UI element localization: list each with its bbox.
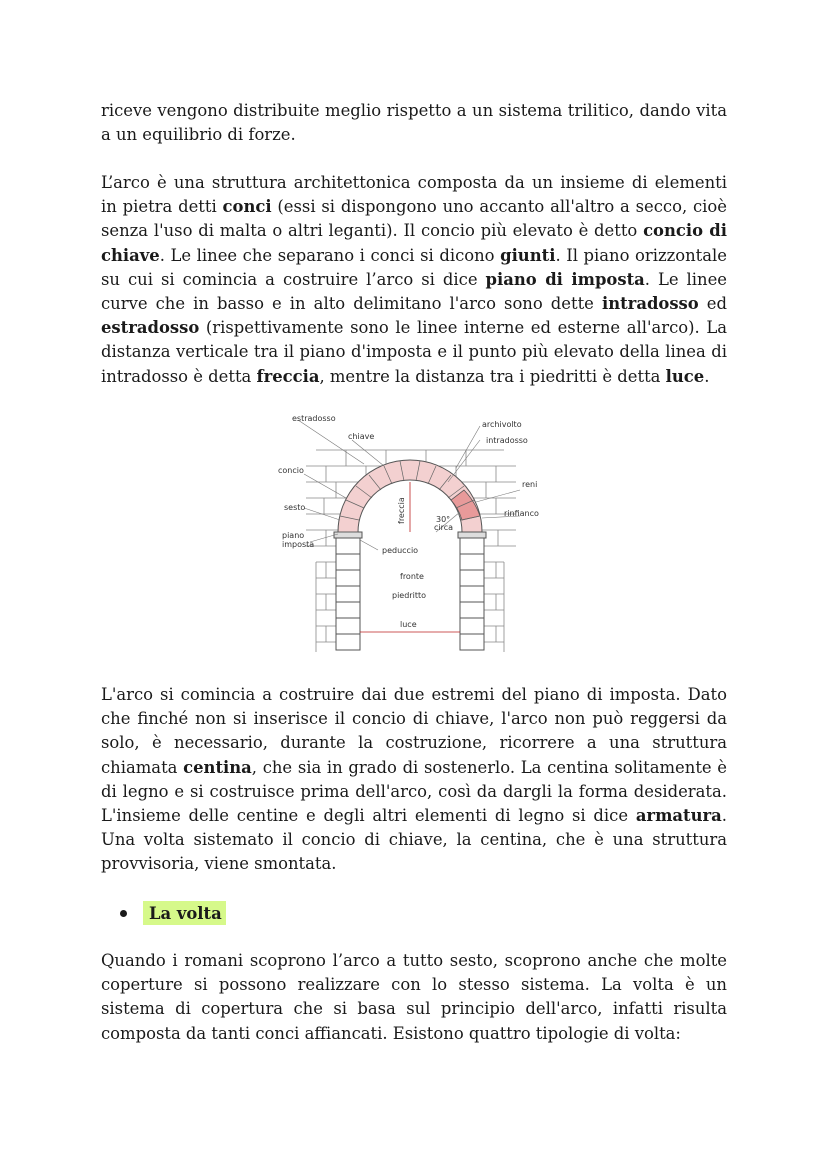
label-concio: concio	[278, 466, 304, 475]
bold-term: conci	[222, 197, 272, 217]
label-reni: reni	[522, 480, 538, 489]
label-freccia: freccia	[397, 497, 406, 524]
paragraph-1: riceve vengono distribuite meglio rispetto a un sistema trilitico, dando vita a un equilibrio di forze.	[101, 101, 727, 145]
bold-term: luce	[665, 366, 705, 386]
label-sesto: sesto	[284, 503, 306, 512]
paragraph-volta: Quando i romani scoprono l’arco a tutto sesto, scoprono anche che molte coperture si possono realizzare con lo stesso sistema. La volta è un sistema di copertura che si basa sul principio dell'arco, infatti risulta composta da tanti conci affiancati. Esistono quattro tipologie di volta:	[101, 951, 727, 1043]
bold-term: estradosso	[101, 318, 200, 338]
label-angle: 30°	[436, 515, 451, 524]
label-archivolto: archivolto	[482, 420, 522, 429]
paragraph-arco-definition: L’arco è una struttura architettonica composta da un insieme di elementi in pietra detti conci (essi si dispongono uno accanto all'altro a secco, cioè senza l'uso di malta o altri leganti). Il concio più elevato è detto concio di chiave. Le linee che separano i conci si dicono giunti. Il piano orizzontale su cui si comincia a costruire l’arco si dice piano di imposta. Le linee curve che in basso e in alto delimitano l'arco sono dette intradosso ed estradosso (rispettivamente sono le linee interne ed esterne all'arco). La distanza verticale tra il piano d'imposta e il punto più elevato della linea di intradosso è detta freccia, mentre la distanza tra i piedritti è detta luce.	[101, 173, 728, 386]
bold-term: piano di imposta	[485, 269, 645, 289]
label-luce: luce	[400, 620, 417, 629]
label-piano: piano	[282, 531, 305, 540]
bullet-icon	[120, 910, 127, 917]
label-piedritto: piedritto	[392, 591, 426, 600]
label-rinfianco: rinfianco	[504, 509, 539, 518]
bold-term: intradosso	[601, 294, 699, 314]
bold-term: giunti	[500, 245, 556, 265]
heading-text: La volta	[143, 901, 226, 925]
bold-term: armatura	[635, 806, 722, 826]
label-chiave: chiave	[348, 432, 375, 441]
label-intradosso: intradosso	[486, 436, 528, 445]
bold-term: centina	[183, 757, 252, 777]
measure-lines	[360, 482, 460, 632]
arch-diagram	[276, 412, 544, 658]
label-fronte: fronte	[400, 572, 424, 581]
label-estradosso: estradosso	[292, 414, 336, 423]
label-circa: circa	[434, 523, 454, 532]
label-peduccio: peduccio	[382, 546, 419, 555]
section-heading-la-volta	[120, 900, 226, 926]
paragraph-costruzione: L'arco si comincia a costruire dai due estremi del piano di imposta. Dato che finché non si inserisce il concio di chiave, l'arco non può reggersi da solo, è necessario, durante la costruzione, ricorrere a una struttura chiamata centina, che sia in grado di sostenerlo. La centina solitamente è di legno e si costruisce prima dell'arco, così da dargli la forma desiderata. L'insieme delle centine e degli altri elementi di legno si dice armatura. Una volta sistemato il concio di chiave, la centina, che è una struttura provvisoria, viene smontata.	[101, 685, 727, 874]
bold-term: concio di chiave	[101, 221, 727, 265]
label-imposta: imposta	[282, 540, 315, 549]
bold-term: freccia	[256, 366, 320, 386]
